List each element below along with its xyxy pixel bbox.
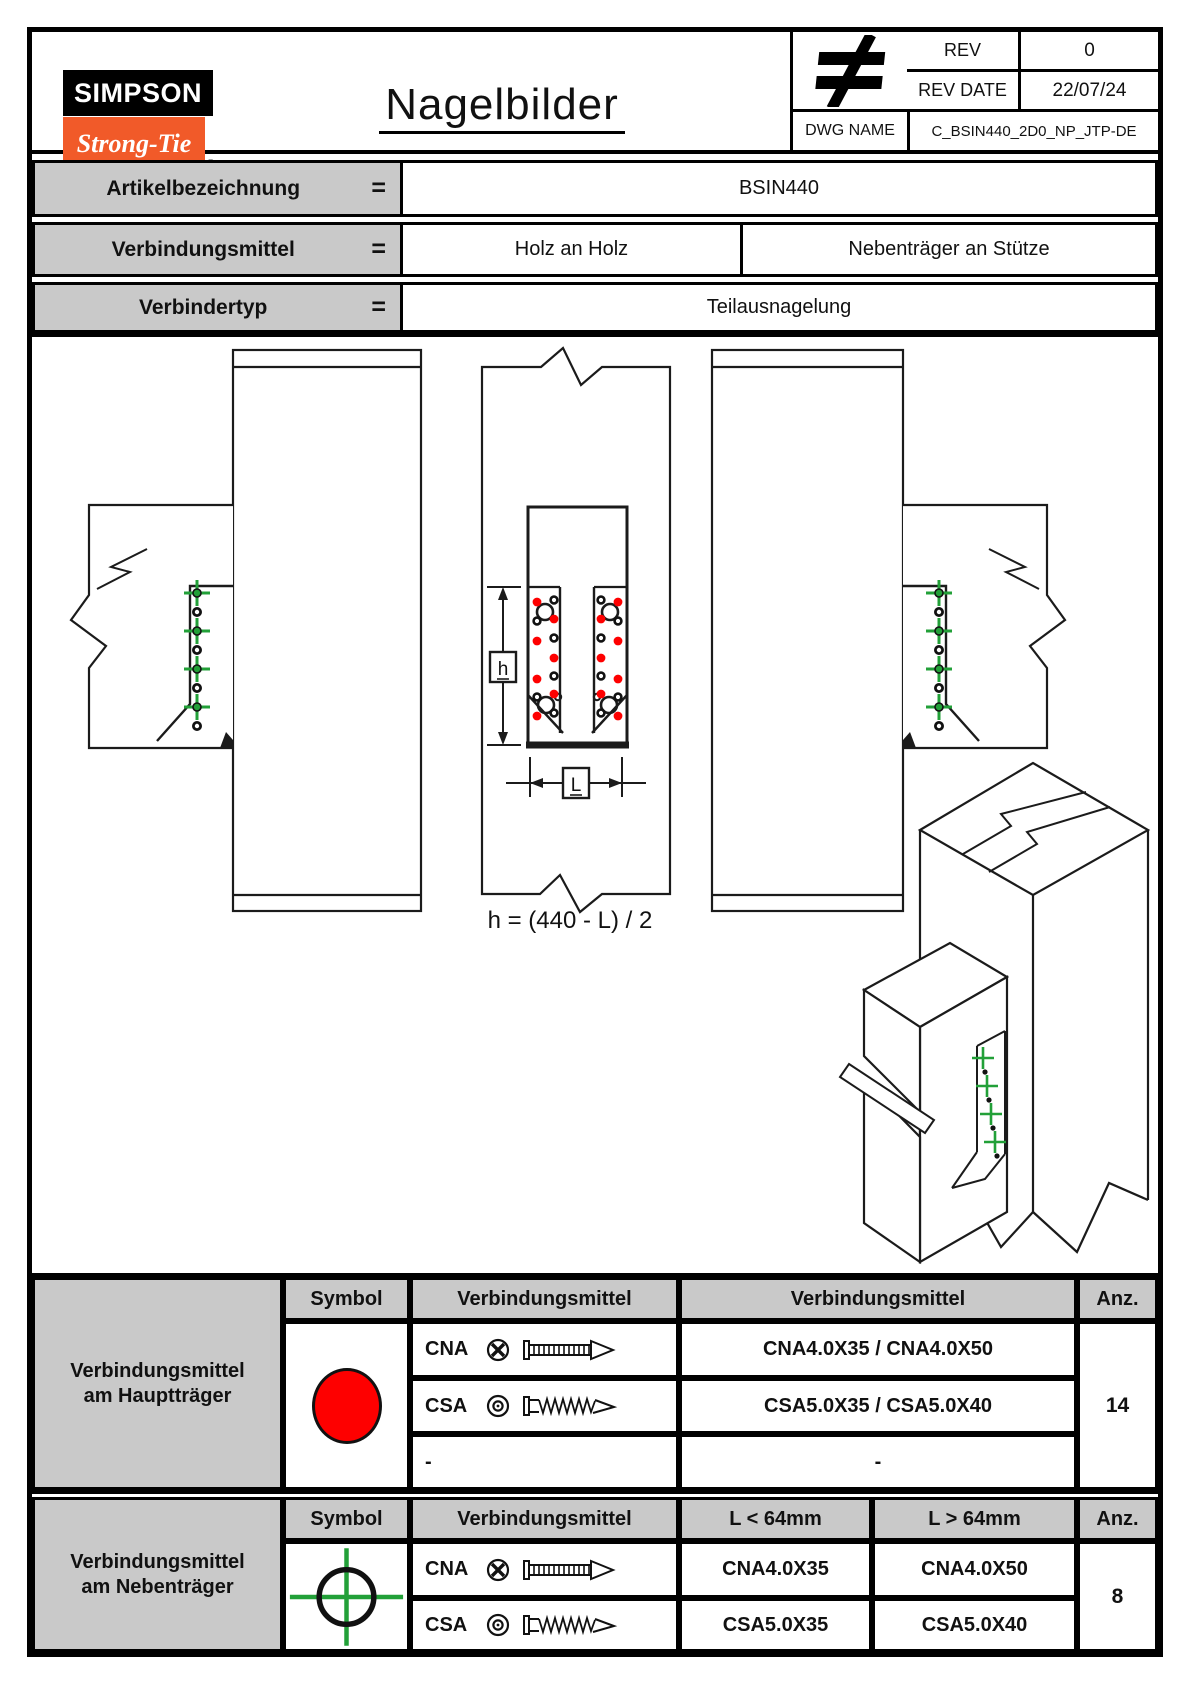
t1-row1-name-cell <box>410 1321 679 1378</box>
t2-header-anz: Anz. <box>1077 1497 1158 1541</box>
rev-date-label-cell <box>907 72 1018 109</box>
verbindungsmittel-value2-cell <box>740 222 1158 277</box>
cna-label: CNA <box>425 1338 469 1360</box>
haupttraeger-count-cell <box>1077 1321 1158 1490</box>
equals-sign: = <box>371 293 386 321</box>
verbindertyp-value-cell <box>400 282 1158 333</box>
verbindungsmittel-label-cell <box>32 222 403 277</box>
rev-value-cell <box>1021 32 1158 69</box>
t2-row1-name-cell <box>410 1541 679 1598</box>
nebentraeger-count: 8 <box>1111 1584 1124 1608</box>
torx-head-icon <box>486 1394 510 1418</box>
t1-row2-name-cell <box>410 1378 679 1434</box>
nebentraeger-row-label-cell <box>32 1497 283 1652</box>
rev-date-label: REV DATE <box>918 80 1007 100</box>
haupttraeger-symbol-cell <box>283 1321 410 1490</box>
haupttraeger-row-label-cell <box>32 1277 283 1490</box>
t2-header-l-large: L > 64mm <box>872 1497 1077 1541</box>
t1-header-fastener2: Verbindungsmittel <box>679 1277 1077 1321</box>
haupttraeger-count: 14 <box>1105 1393 1130 1417</box>
nebentraeger-symbol-crosshair <box>286 1545 407 1649</box>
csa-label: CSA <box>425 1613 468 1636</box>
torx-head-icon <box>486 1613 510 1637</box>
verbindungsmittel-value2: Nebenträger an Stütze <box>848 238 1050 260</box>
dash-label: - <box>425 1450 432 1473</box>
not-equal-icon <box>807 35 893 107</box>
artikel-value-cell <box>400 160 1158 217</box>
t1-row3-value-cell: - <box>679 1434 1077 1490</box>
rev-value: 0 <box>1084 39 1095 61</box>
simpson-logo <box>63 70 213 116</box>
equals-sign: = <box>371 174 386 202</box>
nebentraeger-label-line1: Verbindungsmittel <box>70 1550 245 1573</box>
verbindertyp-label: Verbindertyp <box>139 295 268 319</box>
cna-label: CNA <box>425 1558 469 1580</box>
haupttraeger-label-line1: Verbindungsmittel <box>70 1359 245 1382</box>
rev-label: REV <box>943 40 981 60</box>
artikel-label-cell <box>32 160 403 217</box>
t2-header-l-small: L < 64mm <box>679 1497 872 1541</box>
dwg-name-label: DWG NAME <box>805 122 895 139</box>
phillips-head-icon <box>486 1558 510 1582</box>
dwg-name-value: C_BSIN440_2D0_NP_JTP-DE <box>931 122 1137 140</box>
screw-icon <box>521 1393 621 1419</box>
verbindertyp-label-cell <box>32 282 403 333</box>
nebentraeger-count-cell <box>1077 1541 1158 1652</box>
equals-sign: = <box>371 235 386 263</box>
phillips-head-icon <box>486 1338 510 1362</box>
formula-text: h = (440 - L) / 2 <box>487 907 653 934</box>
drawing-area-top-line <box>32 333 1158 337</box>
artikel-value: BSIN440 <box>738 177 820 199</box>
dwg-name-value-cell <box>910 112 1158 150</box>
t2-row2-name-cell <box>410 1598 679 1652</box>
svg-text:h: h <box>497 659 509 680</box>
rev-date-value: 22/07/24 <box>1052 79 1127 101</box>
nebentraeger-symbol-cell <box>283 1541 410 1652</box>
t1-row3-name-cell <box>410 1434 679 1490</box>
verbindungsmittel-value1-cell <box>400 222 743 277</box>
t2-row1-lsmall-cell: CNA4.0X35 <box>679 1541 872 1598</box>
t1-row1-value-cell: CNA4.0X35 / CNA4.0X50 <box>679 1321 1077 1378</box>
nebentraeger-label-line2: am Nebenträger <box>81 1575 234 1598</box>
t2-row2-lsmall-cell: CSA5.0X35 <box>679 1598 872 1652</box>
t1-header-anz: Anz. <box>1077 1277 1158 1321</box>
nail-icon <box>521 1337 621 1363</box>
table-separator-line <box>32 1490 1158 1494</box>
artikel-label: Artikelbezeichnung <box>106 176 301 200</box>
verbindungsmittel-value1: Holz an Holz <box>514 238 629 260</box>
logo-text-simpson: SIMPSON <box>73 77 203 108</box>
page-title: Nagelbilder <box>232 80 772 130</box>
t2-row1-llarge-cell: CNA4.0X50 <box>872 1541 1077 1598</box>
haupttraeger-symbol-red-circle <box>312 1368 382 1444</box>
verbindertyp-value: Teilausnagelung <box>706 296 852 318</box>
t2-row2-llarge-cell: CSA5.0X40 <box>872 1598 1077 1652</box>
rev-label-cell <box>907 32 1018 69</box>
logo-text-strongtie: Strong-Tie <box>76 128 192 158</box>
t2-header-fastener: Verbindungsmittel <box>410 1497 679 1541</box>
screw-icon <box>521 1612 621 1638</box>
csa-label: CSA <box>425 1394 468 1417</box>
t1-header-symbol: Symbol <box>283 1277 410 1321</box>
t1-row2-value-cell: CSA5.0X35 / CSA5.0X40 <box>679 1378 1077 1434</box>
rev-date-value-cell <box>1021 72 1158 109</box>
verbindungsmittel-label: Verbindungsmittel <box>111 237 295 261</box>
nail-icon <box>521 1557 621 1583</box>
not-equal-cell <box>793 32 907 109</box>
svg-text:L: L <box>570 775 582 796</box>
t2-header-symbol: Symbol <box>283 1497 410 1541</box>
haupttraeger-label-line2: am Hauptträger <box>83 1384 232 1407</box>
t1-header-fastener: Verbindungsmittel <box>410 1277 679 1321</box>
dwg-name-label-cell <box>793 112 907 150</box>
